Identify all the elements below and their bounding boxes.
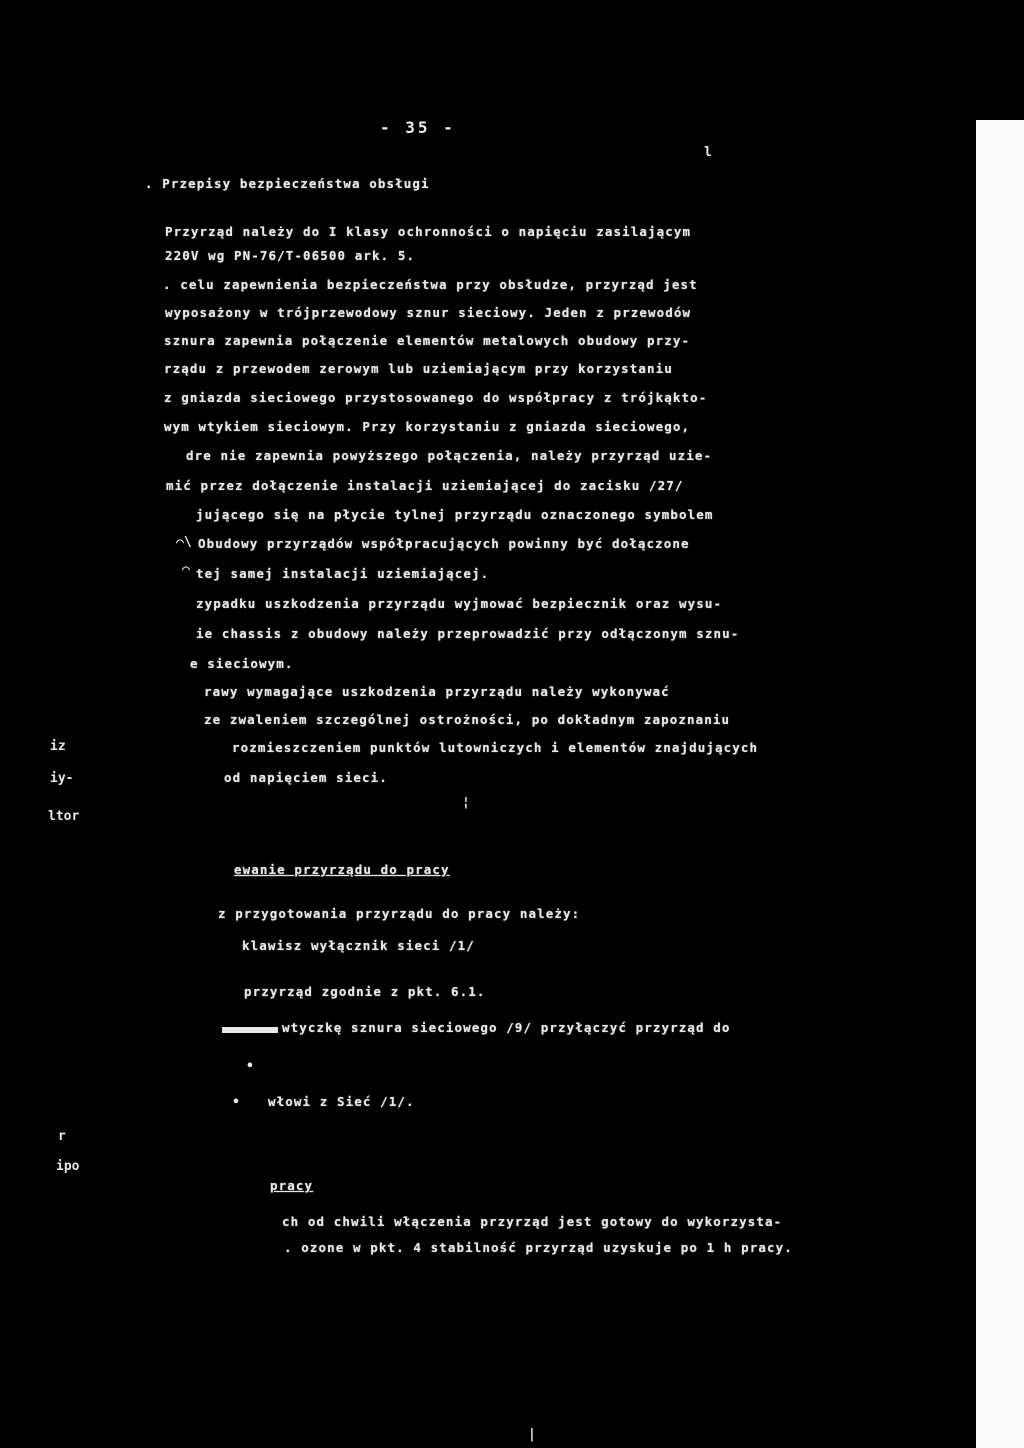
text-line: ie chassis z obudowy należy przeprowadzić przy odłączonym sznu- <box>196 626 740 641</box>
text-line: Przyrząd należy do I klasy ochronności o napięciu zasilającym <box>165 224 692 239</box>
text-line: wym wtykiem sieciowym. Przy korzystaniu z gniazda sieciowego, <box>164 419 691 434</box>
text-line: e sieciowym. <box>190 656 294 671</box>
page-edge-strip <box>976 120 1024 1448</box>
stray-mark: | <box>528 1427 536 1442</box>
text-line: z przygotowania przyrządu do pracy należy: <box>218 906 581 921</box>
margin-note: iy- <box>50 771 74 786</box>
text-line: dre nie zapewnia powyższego połączenia, należy przyrząd uzie- <box>186 448 713 463</box>
bracket-mark: ⌒\ <box>176 535 192 550</box>
text-line: . ozone w pkt. 4 stabilność przyrząd uzyskuje po 1 h pracy. <box>284 1240 793 1255</box>
text-line: wyposażony w trójprzewodowy sznur sieciowy. Jeden z przewodów <box>165 305 692 320</box>
text-line: od napięciem sieci. <box>224 770 388 785</box>
text-line: zypadku uszkodzenia przyrządu wyjmować bezpiecznik oraz wysu- <box>196 596 723 611</box>
text-line: tej samej instalacji uziemiającej. <box>196 566 490 581</box>
margin-note: iz <box>50 739 66 754</box>
text-line: rządu z przewodem zerowym lub uziemiającym przy korzystaniu <box>164 361 673 376</box>
list-item: klawisz wyłącznik sieci /1/ <box>242 938 475 953</box>
text-line: sznura zapewnia połączenie elementów metalowych obudowy przy- <box>164 333 691 348</box>
text-line: mić przez dołączenie instalacji uziemiającej do zacisku /27/ <box>166 478 684 493</box>
stray-mark: • <box>246 1059 254 1074</box>
text-line: z gniazda sieciowego przystosowanego do współpracy z trójkąkto- <box>164 390 708 405</box>
margin-note: r <box>58 1129 66 1144</box>
list-item: przyrząd zgodnie z pkt. 6.1. <box>244 984 486 999</box>
page-number: - 35 - <box>380 118 456 137</box>
stray-mark: • <box>232 1095 240 1110</box>
bracket-mark: ⌒ <box>182 562 190 577</box>
margin-note: ipo <box>56 1159 80 1174</box>
section-heading: . Przepisy bezpieczeństwa obsługi <box>145 176 430 191</box>
corner-mark: l <box>704 145 712 160</box>
text-line: 220V wg PN-76/T-06500 ark. 5. <box>165 248 416 263</box>
text-line: jującego się na płycie tylnej przyrządu oznaczonego symbolem <box>196 507 714 522</box>
list-item: wtyczkę sznura sieciowego /9/ przyłączyć przyrząd do <box>282 1020 731 1035</box>
text-line: rozmieszczeniem punktów lutowniczych i elementów znajdujących <box>232 740 759 755</box>
text-line: ze zwaleniem szczególnej ostrożności, po dokładnym zapoznaniu <box>204 712 731 727</box>
text-line: rawy wymagające uszkodzenia przyrządu należy wykonywać <box>204 684 670 699</box>
text-line: ch od chwili włączenia przyrząd jest gotowy do wykorzysta- <box>282 1214 783 1229</box>
section-heading: pracy <box>270 1178 314 1193</box>
ink-smudge <box>222 1027 278 1033</box>
section-heading: ewanie przyrządu do pracy <box>234 862 450 877</box>
text-line: . celu zapewnienia bezpieczeństwa przy obsłudze, przyrząd jest <box>163 277 698 292</box>
text-line: Obudowy przyrządów współpracujących powinny być dołączone <box>198 536 690 551</box>
list-item: włowi z Sieć /1/. <box>268 1094 415 1109</box>
stray-mark: ¦ <box>462 795 470 810</box>
margin-note: ltor <box>48 809 80 824</box>
